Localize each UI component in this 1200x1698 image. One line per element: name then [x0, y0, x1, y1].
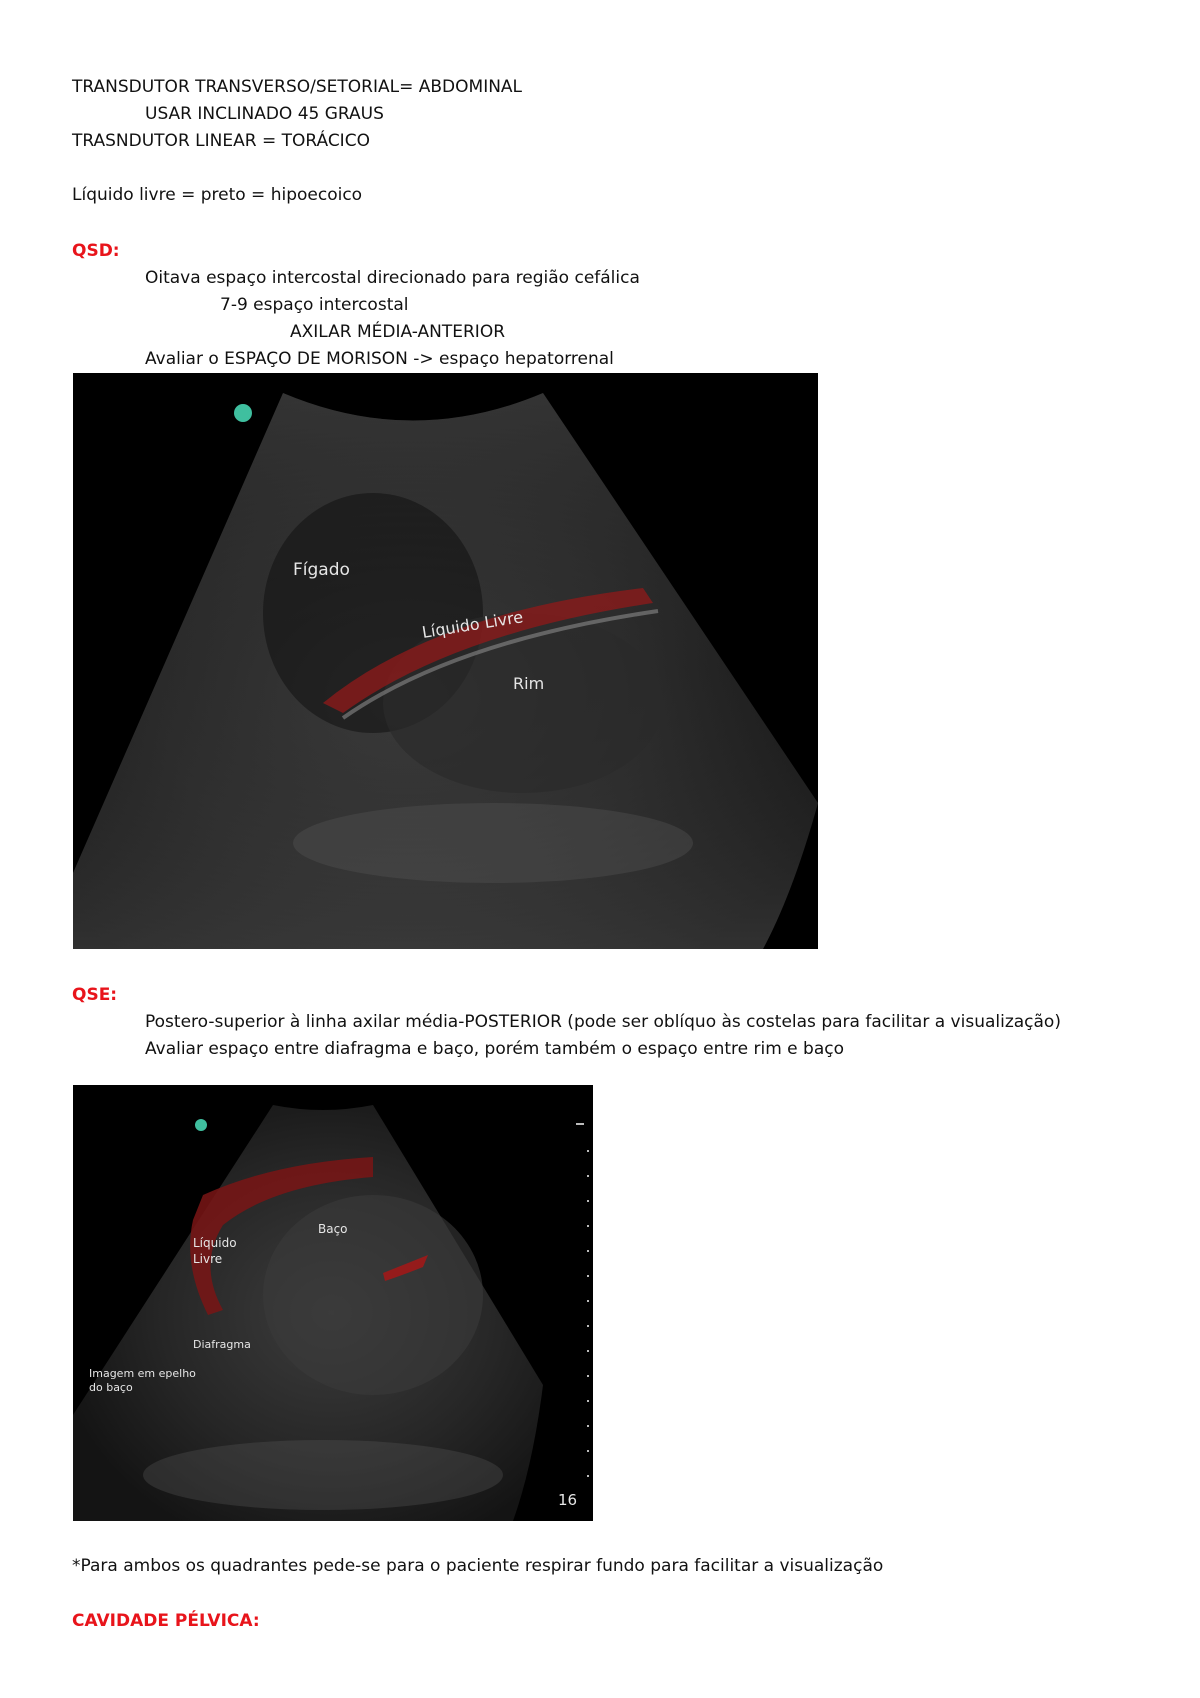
qse-line-2: Avaliar espaço entre diafragma e baço, porém também o espaço entre rim e baço: [145, 1039, 844, 1059]
qse-label-espelho-1: Imagem em epelho: [89, 1367, 196, 1380]
qse-ultrasound-image: [73, 1085, 593, 1521]
qse-label-espelho-2: do baço: [89, 1381, 133, 1394]
depth-readout: 16: [558, 1491, 578, 1509]
qsd-ultrasound-image: [73, 373, 818, 949]
qsd-label-liquido: Líquido Livre: [420, 607, 525, 642]
qsd-heading: QSD:: [72, 241, 120, 261]
qsd-label-figado: Fígado: [293, 560, 350, 580]
qsd-line-2: 7-9 espaço intercostal: [220, 295, 409, 315]
qsd-line-1: Oitava espaço intercostal direcionado para região cefálica: [145, 268, 640, 288]
tilt-instruction-line: USAR INCLINADO 45 GRAUS: [145, 104, 384, 124]
qse-label-liquido-2: Livre: [193, 1252, 223, 1266]
qse-label-diafragma: Diafragma: [193, 1338, 251, 1351]
qse-line-1: Postero-superior à linha axilar média-POSTERIOR (pode ser oblíquo às costelas para facilitar a visualização): [145, 1012, 1061, 1032]
probe-marker-icon: [234, 404, 252, 422]
qse-label-baco: Baço: [318, 1222, 348, 1236]
qse-label-liquido-1: Líquido: [193, 1236, 237, 1250]
transducer-thoracic-line: TRASNDUTOR LINEAR = TORÁCICO: [72, 131, 370, 151]
qsd-label-rim: Rim: [513, 674, 545, 693]
pelvic-cavity-heading: CAVIDADE PÉLVICA:: [72, 1611, 260, 1631]
qsd-line-4: Avaliar o ESPAÇO DE MORISON -> espaço hepatorrenal: [145, 349, 614, 369]
qsd-line-3: AXILAR MÉDIA-ANTERIOR: [290, 322, 506, 342]
transducer-abdominal-line: TRANSDUTOR TRANSVERSO/SETORIAL= ABDOMINAL: [72, 77, 523, 97]
free-fluid-definition: Líquido livre = preto = hipoecoico: [72, 185, 363, 205]
breathing-note: *Para ambos os quadrantes pede-se para o paciente respirar fundo para facilitar a visualização: [72, 1556, 884, 1576]
depth-scale: [576, 1123, 589, 1477]
qse-heading: QSE:: [72, 985, 118, 1005]
probe-marker-icon: [195, 1119, 207, 1131]
